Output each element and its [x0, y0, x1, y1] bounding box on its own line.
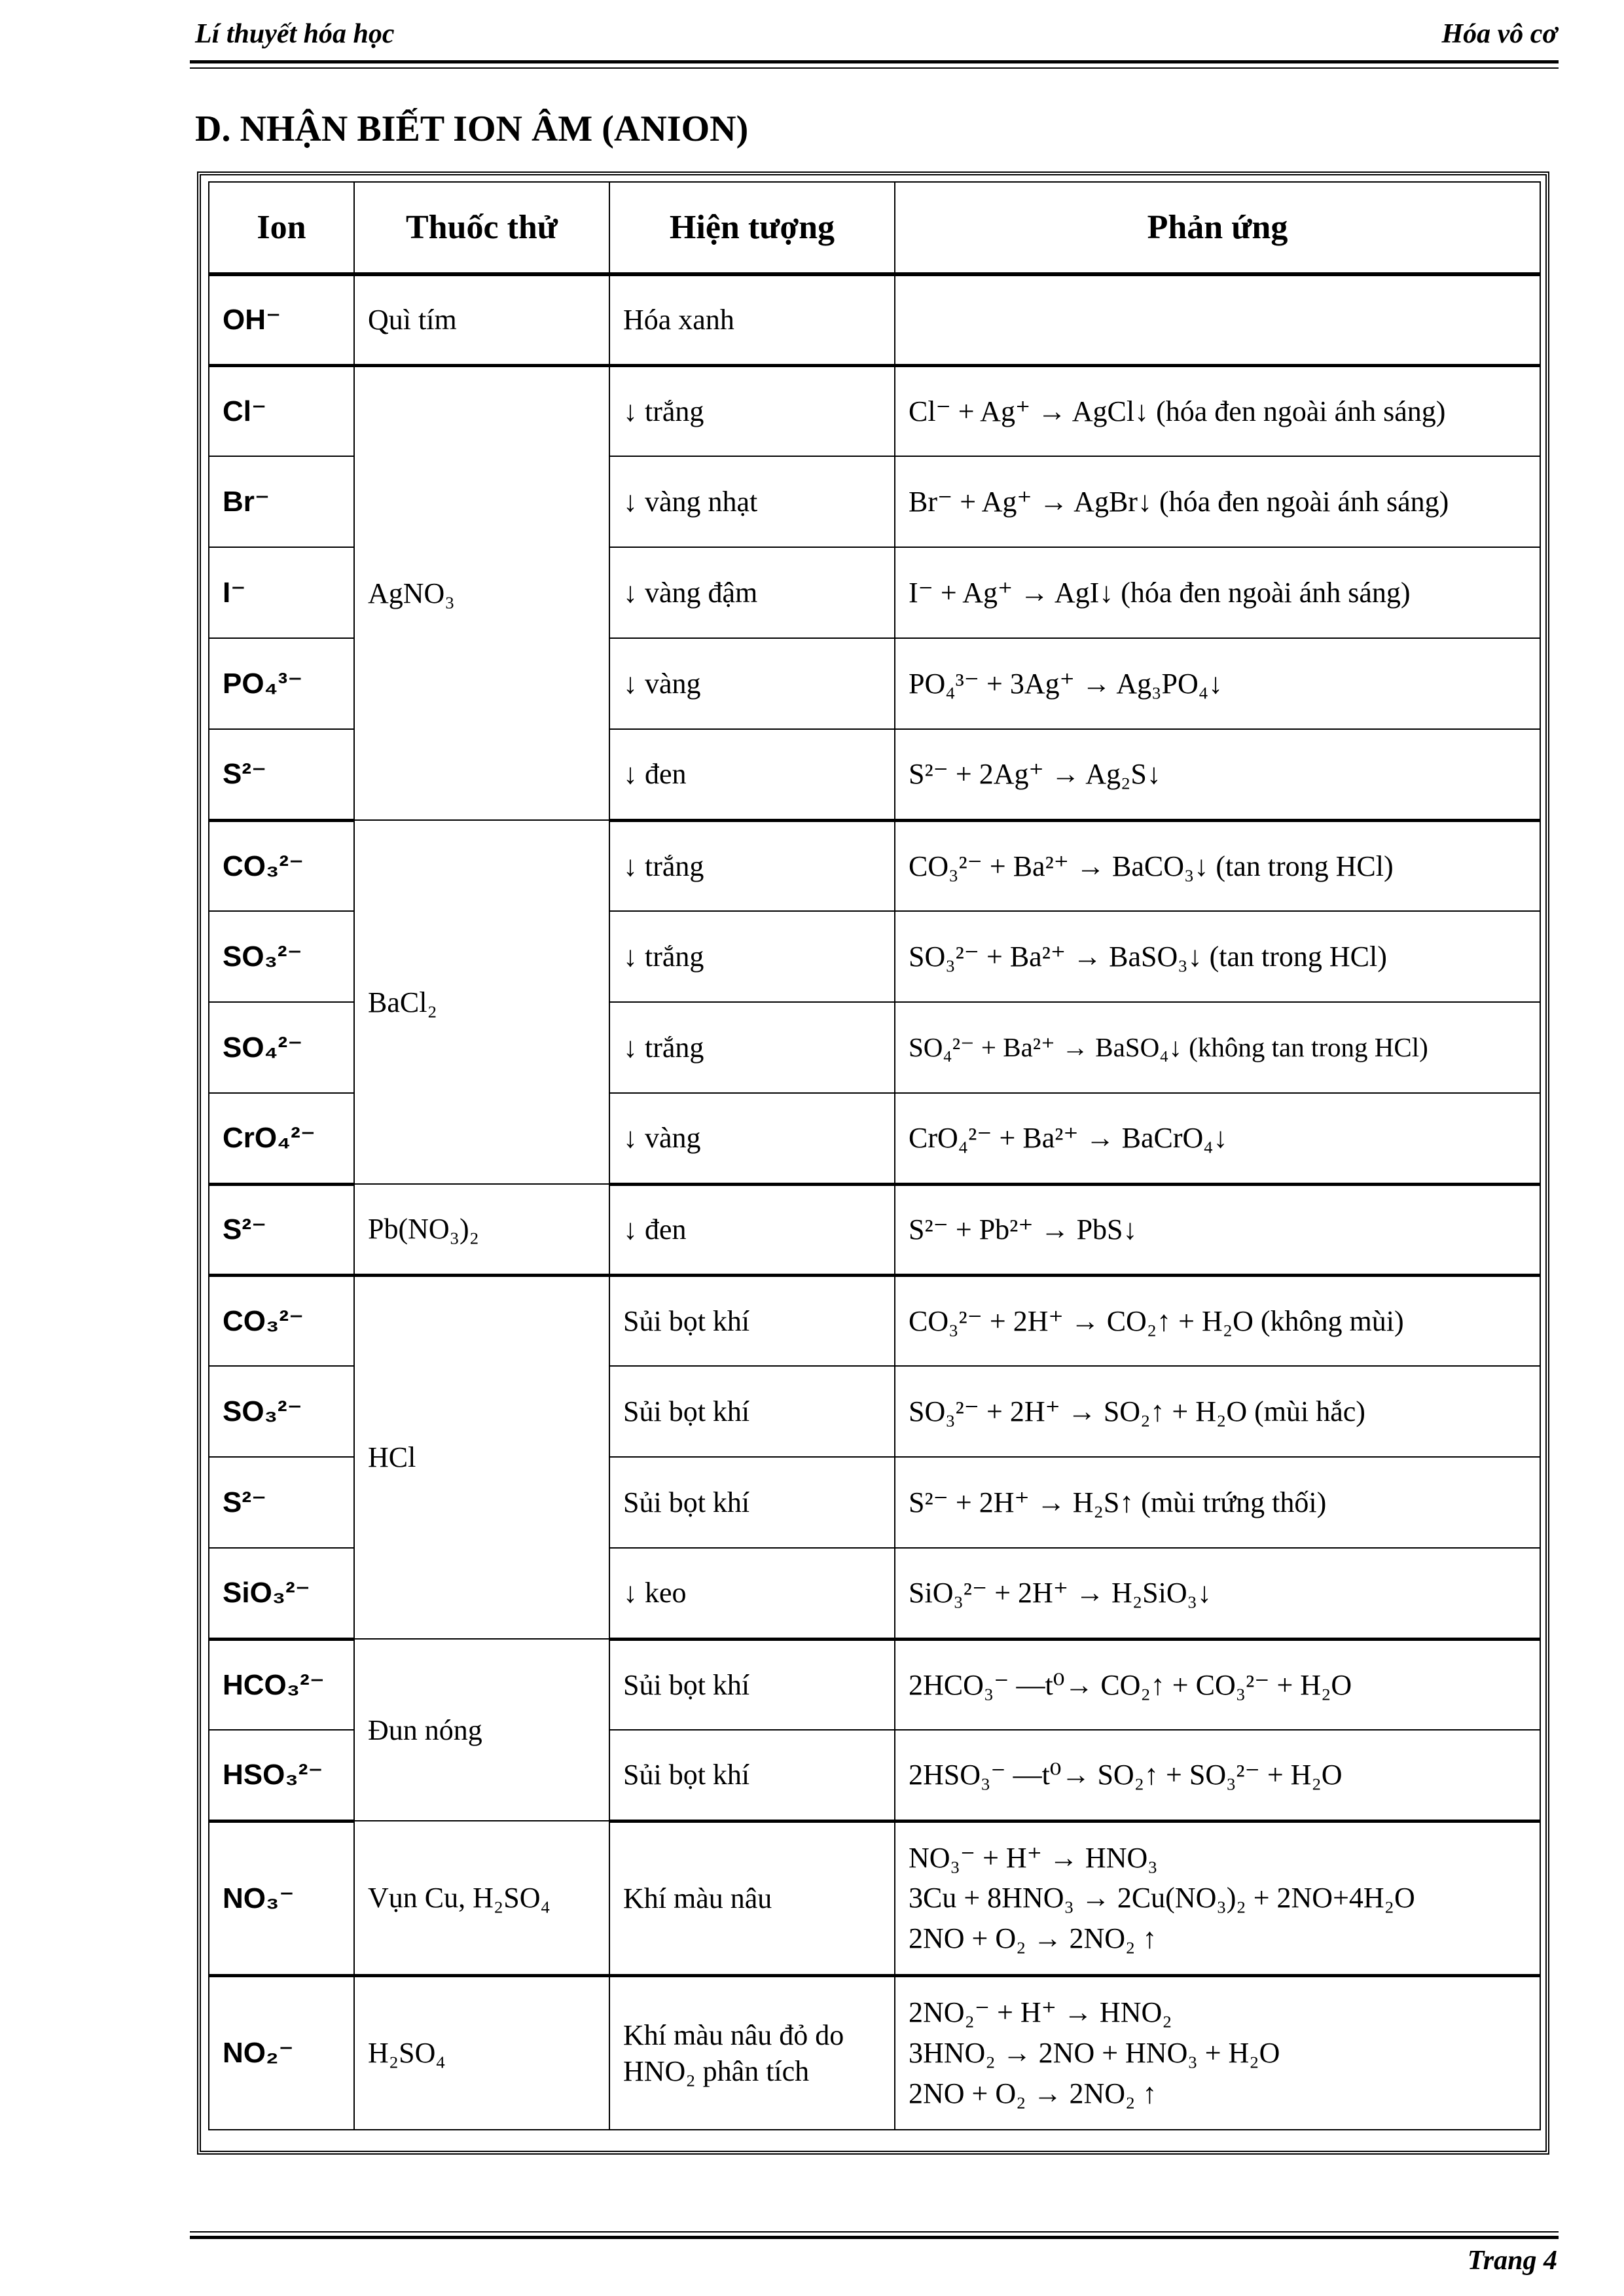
phenomenon-cell: Sủi bọt khí	[609, 1730, 895, 1821]
ion-cell: SiO₃²⁻	[209, 1548, 354, 1639]
footer-rule-thick	[190, 2236, 1559, 2239]
table-row	[209, 1821, 1540, 1975]
reaction-cell: SiO₃²⁻ + 2H⁺ → H₂SiO₃↓	[895, 1548, 1540, 1639]
reagent-cell: Pb(NO₃)₂	[354, 1184, 609, 1275]
footer-rule-thin	[190, 2231, 1559, 2233]
reaction-cell: CO₃²⁻ + 2H⁺ → CO₂↑ + H₂O (không mùi)	[895, 1275, 1540, 1366]
ion-cell: SO₃²⁻	[209, 1366, 354, 1457]
running-header-right: Hóa vô cơ	[1441, 19, 1557, 49]
reaction-cell: Cl⁻ + Ag⁺ → AgCl↓ (hóa đen ngoài ánh sáng)	[895, 365, 1540, 456]
phenomenon-cell: Sủi bọt khí	[609, 1457, 895, 1548]
page-number: Trang 4	[1467, 2246, 1557, 2276]
reaction-cell: SO₄²⁻ + Ba²⁺ → BaSO₄↓ (không tan trong HCl)	[895, 1002, 1540, 1093]
reaction-cell	[895, 274, 1540, 365]
phenomenon-cell: Sủi bọt khí	[609, 1366, 895, 1457]
reaction-cell	[895, 1821, 1540, 1975]
phenomenon-cell: ↓ vàng	[609, 638, 895, 729]
reagent-cell: HCl	[354, 1275, 609, 1639]
reaction-line: NO₃⁻ + H⁺ → HNO₃	[909, 1841, 1158, 1874]
ion-cell: Cl⁻	[209, 365, 354, 456]
phenomenon-cell: Khí màu nâu đỏ do HNO₂ phân tích	[609, 1975, 895, 2130]
header-rule-thin	[190, 67, 1559, 69]
running-header-left: Lí thuyết hóa học	[195, 19, 395, 49]
reaction-cell: S²⁻ + 2H⁺ → H₂S↑ (mùi trứng thối)	[895, 1457, 1540, 1548]
table-row	[209, 1275, 1540, 1366]
reaction-cell: CrO₄²⁻ + Ba²⁺ → BaCrO₄↓	[895, 1093, 1540, 1184]
phenomenon-cell: ↓ keo	[609, 1548, 895, 1639]
phenomenon-cell: ↓ vàng	[609, 1093, 895, 1184]
phenomenon-cell: ↓ trắng	[609, 820, 895, 911]
reaction-cell: PO₄³⁻ + 3Ag⁺ → Ag₃PO₄↓	[895, 638, 1540, 729]
ion-cell: SO₃²⁻	[209, 911, 354, 1002]
reaction-line: 2NO + O₂ → 2NO₂ ↑	[909, 1922, 1157, 1954]
col-header-reagent: Thuốc thử	[354, 182, 609, 274]
table-row	[209, 1975, 1540, 2130]
ion-cell: CO₃²⁻	[209, 1275, 354, 1366]
phenomenon-cell: Sủi bọt khí	[609, 1275, 895, 1366]
anion-identification-table	[208, 181, 1541, 2130]
phenomenon-cell: ↓ vàng đậm	[609, 547, 895, 638]
phenomenon-cell: ↓ vàng nhạt	[609, 456, 895, 547]
table-row	[209, 274, 1540, 365]
col-header-reaction: Phản ứng	[895, 182, 1540, 274]
phenomenon-cell: Khí màu nâu	[609, 1821, 895, 1975]
reagent-cell: BaCl₂	[354, 820, 609, 1184]
table-row	[209, 820, 1540, 911]
phenomenon-cell: ↓ đen	[609, 1184, 895, 1275]
reaction-cell: S²⁻ + 2Ag⁺ → Ag₂S↓	[895, 729, 1540, 820]
col-header-phenomenon: Hiện tượng	[609, 182, 895, 274]
ion-cell: I⁻	[209, 547, 354, 638]
reagent-cell: Đun nóng	[354, 1639, 609, 1821]
phenomenon-cell: ↓ trắng	[609, 1002, 895, 1093]
ion-cell: S²⁻	[209, 1457, 354, 1548]
table-row	[209, 1184, 1540, 1275]
reaction-cell: SO₃²⁻ + Ba²⁺ → BaSO₃↓ (tan trong HCl)	[895, 911, 1540, 1002]
ion-cell: HSO₃²⁻	[209, 1730, 354, 1821]
reaction-cell: 2HCO₃⁻ —t⁰→ CO₂↑ + CO₃²⁻ + H₂O	[895, 1639, 1540, 1730]
reaction-cell: S²⁻ + Pb²⁺ → PbS↓	[895, 1184, 1540, 1275]
reaction-cell	[895, 1975, 1540, 2130]
ion-cell: SO₄²⁻	[209, 1002, 354, 1093]
reagent-cell: Quì tím	[354, 274, 609, 365]
reaction-line: 3HNO₂ → 2NO + HNO₃ + H₂O	[909, 2036, 1280, 2069]
reaction-line: 2NO₂⁻ + H⁺ → HNO₂	[909, 1996, 1172, 2029]
phenomenon-cell: Hóa xanh	[609, 274, 895, 365]
reaction-cell: CO₃²⁻ + Ba²⁺ → BaCO₃↓ (tan trong HCl)	[895, 820, 1540, 911]
table-row	[209, 1639, 1540, 1730]
reagent-cell: H₂SO₄	[354, 1975, 609, 2130]
reaction-cell: 2HSO₃⁻ —t⁰→ SO₂↑ + SO₃²⁻ + H₂O	[895, 1730, 1540, 1821]
header-rule-thick	[190, 60, 1559, 63]
reagent-cell: Vụn Cu, H₂SO₄	[354, 1821, 609, 1975]
reaction-cell: SO₃²⁻ + 2H⁺ → SO₂↑ + H₂O (mùi hắc)	[895, 1366, 1540, 1457]
ion-cell: CrO₄²⁻	[209, 1093, 354, 1184]
ion-cell: PO₄³⁻	[209, 638, 354, 729]
table-header-row	[209, 182, 1540, 274]
reaction-line: 2NO + O₂ → 2NO₂ ↑	[909, 2077, 1157, 2109]
ion-cell: CO₃²⁻	[209, 820, 354, 911]
col-header-ion: Ion	[209, 182, 354, 274]
phenomenon-cell: ↓ trắng	[609, 365, 895, 456]
ion-cell: S²⁻	[209, 1184, 354, 1275]
ion-cell: Br⁻	[209, 456, 354, 547]
section-title: D. NHẬN BIẾT ION ÂM (ANION)	[195, 109, 749, 149]
phenomenon-cell: ↓ trắng	[609, 911, 895, 1002]
phenomenon-cell: Sủi bọt khí	[609, 1639, 895, 1730]
ion-cell: NO₃⁻	[209, 1821, 354, 1975]
reagent-cell: AgNO₃	[354, 365, 609, 820]
ion-cell: NO₂⁻	[209, 1975, 354, 2130]
ion-cell: HCO₃²⁻	[209, 1639, 354, 1730]
reaction-line: 3Cu + 8HNO₃ → 2Cu(NO₃)₂ + 2NO+4H₂O	[909, 1882, 1415, 1914]
phenomenon-cell: ↓ đen	[609, 729, 895, 820]
reaction-cell: I⁻ + Ag⁺ → AgI↓ (hóa đen ngoài ánh sáng)	[895, 547, 1540, 638]
ion-cell: OH⁻	[209, 274, 354, 365]
ion-cell: S²⁻	[209, 729, 354, 820]
reaction-cell: Br⁻ + Ag⁺ → AgBr↓ (hóa đen ngoài ánh sáng)	[895, 456, 1540, 547]
table-row	[209, 365, 1540, 456]
